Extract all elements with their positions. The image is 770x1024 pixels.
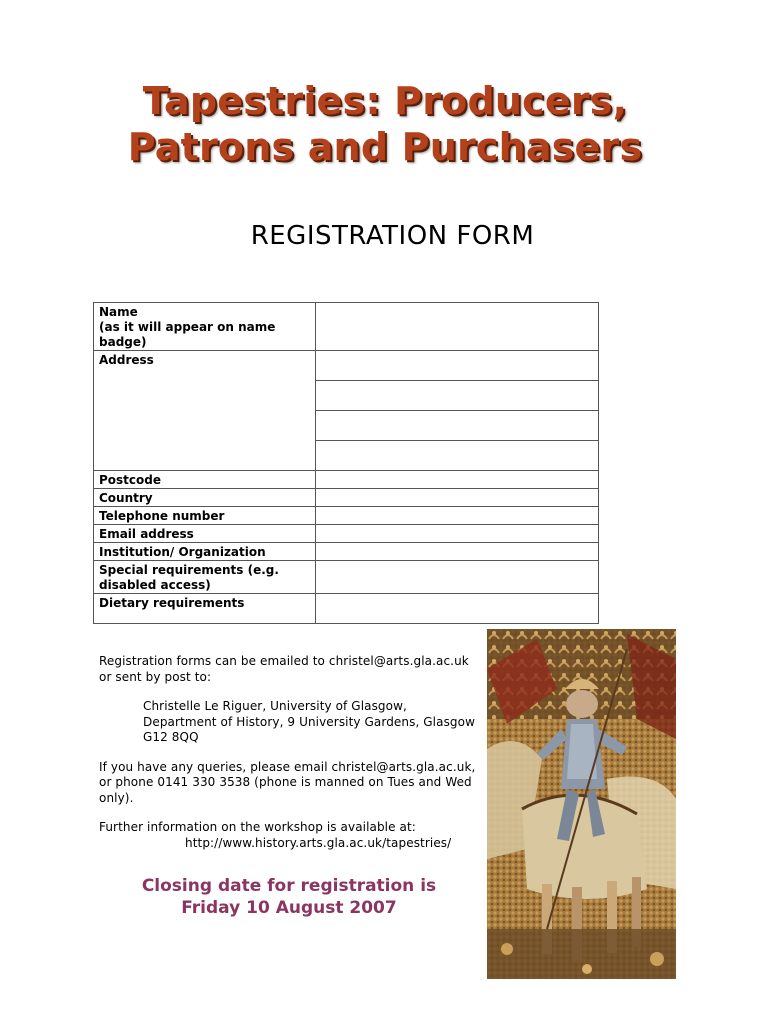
telephone-field[interactable]: [315, 507, 598, 525]
country-label: Country: [94, 489, 316, 507]
address-field-line-3[interactable]: [315, 411, 598, 441]
email-label: Email address: [94, 525, 316, 543]
closing-line-2: Friday 10 August 2007: [181, 898, 397, 918]
closing-date: [100, 875, 478, 919]
form-heading: REGISTRATION FORM: [250, 221, 535, 251]
postcode-label: Postcode: [94, 471, 316, 489]
tapestry-image: [487, 629, 676, 979]
closing-line-1: Closing date for registration is: [141, 876, 437, 896]
registration-table: [93, 302, 599, 624]
postal-address: Christelle Le Riguer, University of Glasgow, Department of History, 9 University Gardens, Glasgow G12 8QQ: [143, 699, 476, 744]
further-info-text: Further information on the workshop is available at:: [99, 820, 416, 834]
institution-label: Institution/ Organization: [94, 543, 316, 561]
address-field-line-4[interactable]: [315, 441, 598, 471]
queries-text: If you have any queries, please email christel@arts.gla.ac.uk, or phone 0141 330 3538 (phone is manned on Tues and Wed only).: [99, 759, 476, 805]
address-field-line-2[interactable]: [315, 381, 598, 411]
postcode-field[interactable]: [315, 471, 598, 489]
country-field[interactable]: [315, 489, 598, 507]
email-instructions: Registration forms can be emailed to christel@arts.gla.ac.uk or sent by post to:: [99, 654, 469, 684]
name-field[interactable]: [315, 303, 598, 351]
special-requirements-field[interactable]: [315, 561, 598, 594]
dietary-requirements-field[interactable]: [315, 594, 598, 624]
document-title: [0, 78, 770, 170]
info-section: [99, 654, 479, 851]
telephone-label: Telephone number: [94, 507, 316, 525]
knight-tapestry-picture: [487, 629, 676, 979]
special-requirements-label: Special requirements (e.g. disabled access): [94, 561, 316, 594]
dietary-requirements-label: Dietary requirements: [94, 594, 316, 624]
address-label: Address: [94, 351, 316, 471]
title-line-2: Patrons and Purchasers: [127, 125, 643, 169]
institution-field[interactable]: [315, 543, 598, 561]
title-line-1: Tapestries: Producers,: [142, 79, 628, 123]
name-label: Name (as it will appear on name badge): [94, 303, 316, 351]
email-field[interactable]: [315, 525, 598, 543]
workshop-url[interactable]: http://www.history.arts.gla.ac.uk/tapestries/: [185, 835, 452, 850]
address-field-line-1[interactable]: [315, 351, 598, 381]
